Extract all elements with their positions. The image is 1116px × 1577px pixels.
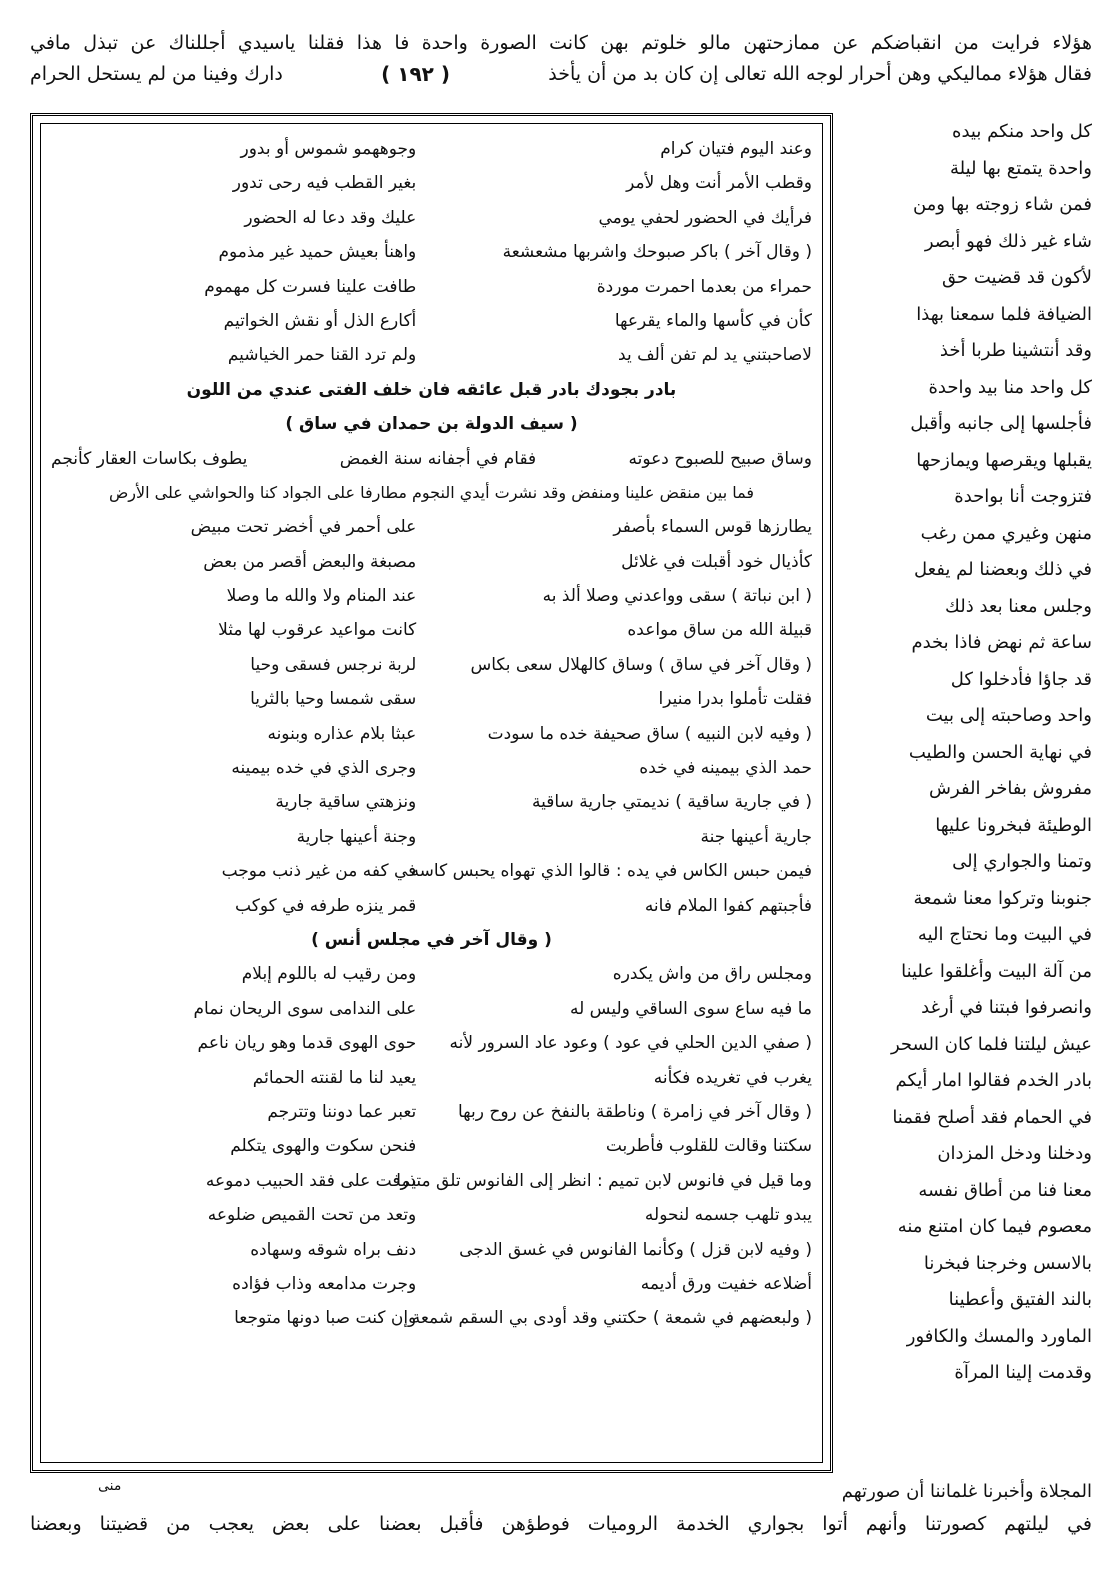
hemistich-second: كانت مواعيد عرقوب لها مثلا xyxy=(218,620,417,641)
page-number: ( ١٩٢ ) xyxy=(381,62,450,86)
side-line: لأكون قد قضيت حق xyxy=(941,267,1092,288)
hemistich-second: وإن كنت صبا دونها متوجعا xyxy=(234,1308,417,1329)
hemistich-second: عليك وقد دعا له الحضور xyxy=(244,207,417,228)
hemistich-second: وجوههمو شموس أو بدور xyxy=(240,139,417,159)
hemistich-first: وعند اليوم فتيان كرام xyxy=(660,139,812,159)
wide-part-1: وساق صبيح للصبوح دعوته xyxy=(628,448,812,469)
hemistich-second: يعيد لنا ما لقنته الحمائم xyxy=(252,1067,417,1088)
verse-row xyxy=(51,1026,812,1060)
side-line: وقدمت إلينا المرآة xyxy=(954,1362,1092,1383)
side-line: الوطيئة فبخرونا عليها xyxy=(935,814,1092,836)
hemistich-second: في كفه من غير ذنب موجب xyxy=(221,861,417,882)
hemistich-first: جارية أعينها جنة xyxy=(700,826,812,847)
verse-row xyxy=(51,957,812,991)
wide-part-3: يطوف بكاسات العقار كأنجم xyxy=(51,448,248,469)
verse-row xyxy=(51,785,812,819)
hemistich-first: حمد الذي بيمينه في خده xyxy=(639,758,812,779)
hemistich-first: لاصاحبتني يد لم تفن ألف يد xyxy=(618,345,812,366)
side-line: بالاسس وخرجنا فبخرنا xyxy=(923,1252,1092,1274)
poetry-frame-inner xyxy=(40,123,823,1463)
hemistich-second: تعبر عما دوننا وتترجم xyxy=(267,1101,417,1122)
hemistich-first: كأذيال خود أقبلت في غلائل xyxy=(621,551,812,572)
hemistich-first: فرأيك في الحضور لحفي يومي xyxy=(598,207,812,228)
hemistich-second: واهنأ بعيش حميد غير مذموم xyxy=(218,242,417,263)
verse-row xyxy=(51,1061,812,1095)
top-line-2-end: دارك وفينا من لم يستحل الحرام xyxy=(30,63,283,85)
hemistich-second: ونزهتي ساقية جارية xyxy=(275,792,417,813)
hemistich-second: على الندامى سوى الريحان نمام xyxy=(193,998,417,1019)
side-line: وانصرفوا فبتنا في أرغد xyxy=(921,997,1092,1018)
bottom-line-1: المجلاة وأخبرنا غلماننا أن صورتهم xyxy=(841,1481,1092,1502)
hemistich-first: يبدو تلهب جسمه لنحوله xyxy=(644,1205,812,1226)
hemistich-first: فقلت تأملوا بدرا منيرا xyxy=(658,689,812,710)
hemistich-second: لربة نرجس فسقى وحيا xyxy=(250,654,417,675)
verse-row xyxy=(51,889,812,923)
verse-row xyxy=(51,166,812,200)
side-line: فأجلسها إلى جانبه وأقبل xyxy=(910,413,1092,434)
hemistich-second: ومن رقيب له باللوم إبلام xyxy=(241,964,417,985)
hemistich-first: ما فيه ساع سوى الساقي وليس له xyxy=(569,998,812,1019)
side-line: قد جاؤا فأدخلوا كل xyxy=(950,668,1092,690)
hemistich-first: فيمن حبس الكاس في يده : قالوا الذي تهواه يحبس كاسه xyxy=(410,861,812,882)
hemistich-second: حوى الهوى قدما وهو ريان ناعم xyxy=(197,1033,417,1054)
hemistich-second: مصبغة والبعض أقصر من بعض xyxy=(203,551,417,572)
hemistich-first: ( وفيه لابن النبيه ) ساق صحيفة خده ما سودت xyxy=(487,723,812,744)
side-line: بادر الخدم فقالوا امار أيكم xyxy=(895,1070,1092,1091)
verse-row xyxy=(51,854,812,888)
side-line: الماورد والمسك والكافور xyxy=(906,1325,1092,1347)
hemistich-first: يغرب في تغريده فكأنه xyxy=(653,1067,812,1088)
verse-row xyxy=(51,1095,812,1129)
footnote-mark: منى xyxy=(98,1478,122,1494)
side-line: في نهاية الحسن والطيب xyxy=(908,741,1092,763)
side-line: فتزوجت أنا بواحدة xyxy=(954,486,1092,507)
side-line: منهن وغيري ممن رغب xyxy=(920,522,1092,544)
side-line: كل واحد منكم بيده xyxy=(952,121,1092,142)
top-line-2 xyxy=(30,59,1092,90)
hemistich-first: ( وفيه لابن قزل ) وكأنما الفانوس في غسق الدجى xyxy=(459,1239,812,1260)
section-heading: ( وقال آخر في مجلس أنس ) xyxy=(311,929,552,950)
hemistich-second: فنحن سكوت والهوى يتكلم xyxy=(230,1136,417,1157)
hemistich-first: ( وقال آخر في ساق ) وساق كالهلال سعى بكاس xyxy=(470,654,812,675)
verse-row xyxy=(51,717,812,751)
hemistich-first: ( ولبعضهم في شمعة ) حكتني وقد أودى بي السقم شمعة xyxy=(411,1308,812,1329)
side-line: الضيافة فلما سمعنا بهذا xyxy=(916,303,1092,325)
hemistich-second: أكارع الذل أو نقش الخواتيم xyxy=(223,310,417,331)
hemistich-second: وجنة أعينها جارية xyxy=(296,826,417,847)
verse-row xyxy=(51,235,812,269)
side-line: مفروش بفاخر الفرش xyxy=(929,778,1092,799)
verse-row xyxy=(51,1233,812,1267)
side-line: في الحمام فقد أصلح فقمنا xyxy=(892,1106,1092,1128)
verse-row xyxy=(51,820,812,854)
verse-row xyxy=(51,613,812,647)
bottom-line-2: في ليلتهم كصورتنا وأنهم أتوا بجواري الخدمة الروميات فوطؤهن فأقبل بعضنا على بعض يعجب من قضيتنا وبعضنا xyxy=(30,1513,1092,1535)
single-verse: بادر بجودك بادر قبل عائقه فان خلف الفتى عندي من اللون xyxy=(186,379,677,400)
hemistich-second: عند المنام ولا والله ما وصلا xyxy=(226,586,417,607)
hemistich-second: عبثا بلام عذاره وبنونه xyxy=(267,723,417,744)
section-heading: ( سيف الدولة بن حمدان في ساق ) xyxy=(285,414,578,435)
verse-row xyxy=(51,338,812,372)
hemistich-second: وجرى الذي في خده بيمينه xyxy=(231,758,417,779)
verse-row xyxy=(51,1267,812,1301)
wide-part-2: فقام في أجفانه سنة الغمض xyxy=(339,448,537,469)
hemistich-first: وما قيل في فانوس لابن تميم : انظر إلى الفانوس تلق متيما xyxy=(396,1170,812,1191)
verse-row xyxy=(51,682,812,716)
side-line: شاء غير ذلك فهو أبصر xyxy=(924,230,1092,252)
verse-row xyxy=(51,1129,812,1163)
verse-row xyxy=(51,545,812,579)
hemistich-first: ( وقال آخر في زامرة ) وناطقة بالنفخ عن روح ربها xyxy=(458,1101,812,1122)
hemistich-second: وتعد من تحت القميص ضلوعه xyxy=(207,1205,417,1226)
side-line: معصوم فيما كان امتنع منه xyxy=(897,1216,1092,1237)
side-line: من آلة البيت وأغلقوا علينا xyxy=(901,960,1092,982)
verse-row xyxy=(51,270,812,304)
hemistich-first: حمراء من بعدما احمرت موردة xyxy=(596,276,812,297)
verse-row-wide xyxy=(51,442,812,476)
hemistich-first: ( وقال آخر ) باكر صبوحك واشربها مشعشعة xyxy=(502,242,812,263)
hemistich-first: فأجبتهم كفوا الملام فانه xyxy=(644,895,812,916)
side-line: عيش ليلتنا فلما كان السحر xyxy=(890,1033,1092,1055)
top-text xyxy=(30,28,1092,90)
hemistich-first: ( في جارية ساقية ) نديمتي جارية ساقية xyxy=(532,792,812,813)
hemistich-second: طافت علينا فسرت كل مهموم xyxy=(204,276,417,297)
side-line: جنوبنا وتركوا معنا شمعة xyxy=(913,887,1092,909)
verse-row xyxy=(51,751,812,785)
verse-row xyxy=(51,1164,812,1198)
verse-row xyxy=(51,992,812,1026)
side-line: يقبلها ويقرصها ويمازحها xyxy=(916,449,1092,471)
verse-row xyxy=(51,201,812,235)
hemistich-first: ( صفي الدين الحلي في عود ) وعود عاد السرور لأنه xyxy=(449,1033,812,1054)
verse-row xyxy=(51,304,812,338)
hemistich-first: ( ابن نباتة ) سقى وواعدني وصلا ألذ به xyxy=(542,586,812,607)
side-line: معنا فنا من أطاق نفسه xyxy=(918,1179,1092,1201)
hemistich-first: قبيلة الله من ساق مواعده xyxy=(627,620,812,641)
hemistich-first: يطارزها قوس السماء بأصفر xyxy=(613,517,812,538)
side-line: وقد أنتشينا طربا أخذ xyxy=(939,340,1092,361)
verse-row xyxy=(51,648,812,682)
hemistich-first: أضلاعه خفيت ورق أديمه xyxy=(640,1273,812,1294)
hemistich-second: قمر ينزه طرفه في كوكب xyxy=(235,895,417,916)
hemistich-first: وقطب الأمر أنت وهل لأمر xyxy=(626,173,812,194)
hemistich-second: دنف براه شوقه وسهاده xyxy=(250,1239,417,1260)
verse-row xyxy=(51,510,812,544)
side-line: واحد وصاحبته إلى بيت xyxy=(925,705,1092,726)
side-line: في البيت وما نحتاج اليه xyxy=(917,924,1092,945)
side-column xyxy=(830,114,1092,1392)
side-line: فمن شاء زوجته بها ومن xyxy=(912,194,1092,215)
hemistich-second: ولم ترد القنا حمر الخياشيم xyxy=(227,345,417,366)
top-line-2-start: فقال هؤلاء مماليكي وهن أحرار لوجه الله تعالى إن كان بد من أن يأخذ xyxy=(548,63,1092,85)
side-line: في ذلك وبعضنا لم يفعل xyxy=(914,559,1092,580)
side-line: وجلس معنا بعد ذلك xyxy=(945,595,1092,617)
hemistich-first: سكتنا وقالت للقلوب فأطربت xyxy=(605,1136,812,1157)
side-line: وتمنا والجواري إلى xyxy=(952,851,1092,872)
verse-row xyxy=(51,1198,812,1232)
verse-row xyxy=(51,579,812,613)
hemistich-second: ذرفت على فقد الحبيب دموعه xyxy=(205,1170,417,1191)
verse-row xyxy=(51,1301,812,1335)
top-line-1: هؤلاء فرايت من انقباضكم عن ممازحتهن مالو خلوتم بهن كانت الصورة واحدة فا هذا فقلنا ياسيدي أجللناك عن تبذل مافي xyxy=(30,32,1092,54)
hemistich-second: على أحمر في أخضر تحت مبيض xyxy=(190,517,417,538)
hemistich-second: سقى شمسا وحيا بالثريا xyxy=(250,689,417,710)
bottom-text xyxy=(30,1476,1092,1540)
hemistich-second: بغير القطب فيه رحى تدور xyxy=(232,173,417,194)
side-line: ساعة ثم نهض فاذا بخدم xyxy=(911,632,1092,653)
side-line: بالند الفتيق وأعطينا xyxy=(948,1289,1092,1310)
verse-row-full: فما بين منقض علينا ومنفض وقد نشرت أيدي النجوم مطارفا على الجواد كنا والحواشي على الأرض xyxy=(108,482,755,502)
side-line: واحدة يتمتع بها ليلة xyxy=(949,157,1092,179)
poetry-frame xyxy=(30,113,833,1473)
hemistich-second: وجرت مدامعه وذاب فؤاده xyxy=(232,1273,417,1294)
verse-row xyxy=(51,132,812,166)
side-line: ودخلنا ودخل المزدان xyxy=(937,1143,1092,1164)
hemistich-first: كأن في كأسها والماء يقرعها xyxy=(614,310,812,331)
hemistich-first: ومجلس راق من واش يكدره xyxy=(612,964,812,985)
poems xyxy=(51,132,812,1336)
side-line: كل واحد منا بيد واحدة xyxy=(928,376,1092,398)
